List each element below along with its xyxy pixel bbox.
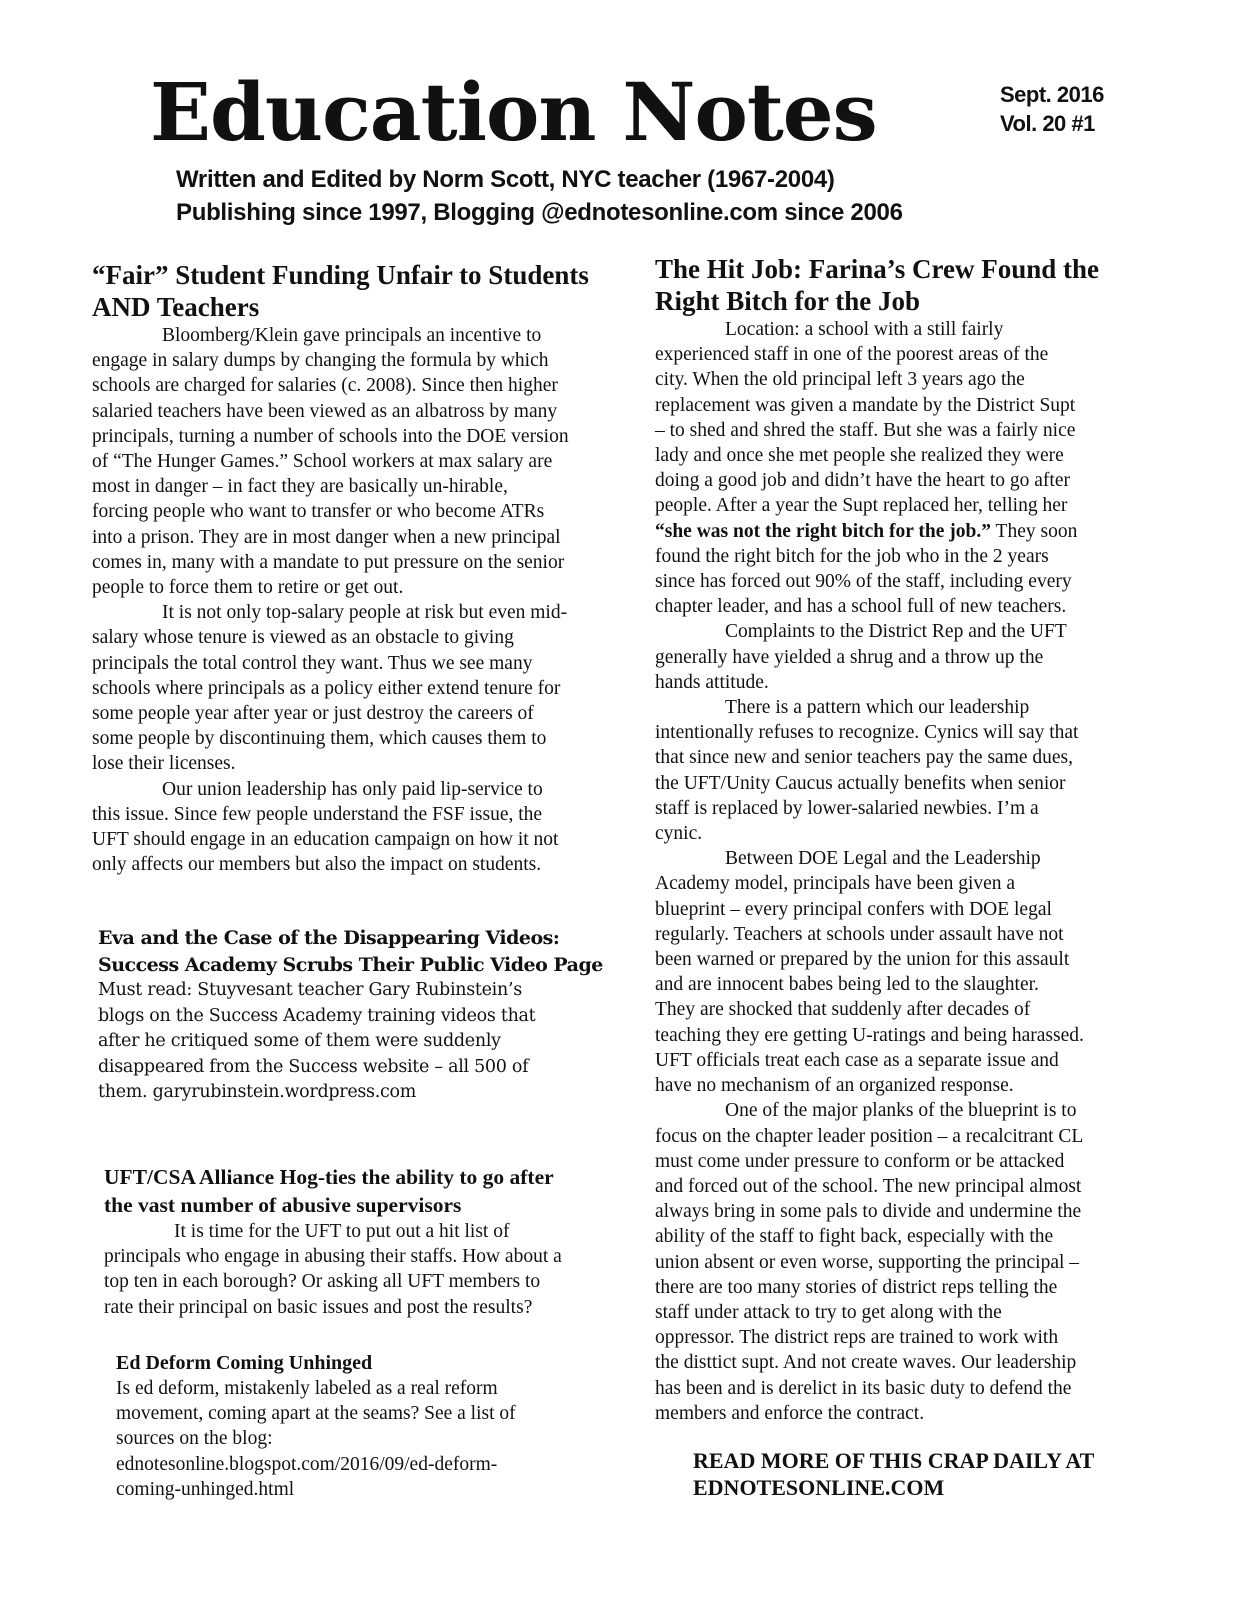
text-line: since has forced out 90% of the staff, including every [655, 571, 1072, 593]
text-line: EDNOTESONLINE.COM [693, 1475, 945, 1500]
issue-volume: Vol. 20 #1 [1000, 111, 1095, 136]
text-line: focus on the chapter leader position – a recalcitrant CL [655, 1125, 1084, 1147]
byline-author: Written and Edited by Norm Scott, NYC teacher (1967-2004) [176, 166, 835, 193]
text-line: Our union leadership has only paid lip-service to [162, 778, 543, 800]
text-line: “she was not the right bitch for the job.” They soon [655, 520, 1078, 542]
text-line: the vast number of abusive supervisors [104, 1193, 462, 1217]
text-line: must come under pressure to conform or be attacked [655, 1150, 1065, 1172]
text-line: It is not only top-salary people at risk but even mid- [162, 602, 568, 624]
text-line: Ed Deform Coming Unhinged [116, 1352, 373, 1374]
text-line: UFT should engage in an education campaign on how it not [92, 829, 559, 851]
byline-publishing: Publishing since 1997, Blogging @ednotesonline.com since 2006 [176, 199, 903, 226]
text-line: ability of the staff to fight back, especially with the [655, 1226, 1054, 1248]
text-line: the UFT/Unity Caucus actually benefits when senior [655, 772, 1066, 794]
text-line: doing a good job and didn’t have the heart to go after [655, 470, 1070, 492]
text-line: some people by discontinuing them, which causes them to [92, 728, 547, 750]
text-line: there are too many stories of district reps telling the [655, 1276, 1058, 1298]
text-line: always bring in some pals to divide and undermine the [655, 1201, 1082, 1223]
hitjob-body [655, 317, 1084, 1426]
text-line: Must read: Stuyvesant teacher Gary Rubinstein’s [98, 980, 522, 1000]
text-line: into a prison. They are in most danger when a new principal [92, 526, 561, 548]
fsf-headline [92, 259, 589, 323]
text-line: generally have yielded a shrug and a throw up the [655, 646, 1044, 668]
text-line: salaried teachers have been viewed as an albatross by many [92, 400, 558, 422]
text-line: found the right bitch for the job who in the 2 years [655, 545, 1049, 567]
hitjob-headline [655, 253, 1099, 317]
fsf-body [92, 323, 569, 877]
text-line: “Fair” Student Funding Unfair to Students [92, 260, 589, 290]
text-line: Between DOE Legal and the Leadership [725, 848, 1041, 870]
text-line: UFT/CSA Alliance Hog-ties the ability to go after [104, 1165, 554, 1189]
text-line: coming-unhinged.html [116, 1478, 295, 1500]
text-line: principals, turning a number of schools into the DOE version [92, 425, 569, 447]
text-line: Academy model, principals have been given a [655, 873, 1016, 895]
text-line: has been and is derelict in its basic duty to defend the [655, 1377, 1072, 1399]
text-line: that since new and senior teachers pay the same dues, [655, 747, 1074, 769]
text-line: sources on the blog: [116, 1428, 273, 1450]
text-line: after he critiqued some of them were suddenly [98, 1031, 501, 1051]
text-line: movement, coming apart at the seams? See a list of [116, 1403, 516, 1425]
text-line: blogs on the Success Academy training videos that [98, 1005, 536, 1026]
text-line: and forced out of the school. The new principal almost [655, 1175, 1082, 1197]
text-line: intentionally refuses to recognize. Cynics will say that [655, 722, 1079, 744]
text-line: replacement was given a mandate by the District Supt [655, 394, 1076, 416]
text-line: only affects our members but also the impact on students. [92, 854, 542, 876]
text-line: UFT officials treat each case as a separate issue and [655, 1049, 1059, 1071]
text-line: schools are charged for salaries (c. 2008). Since then higher [92, 375, 558, 397]
text-line: READ MORE OF THIS CRAP DAILY AT [693, 1448, 1095, 1473]
text-line: The Hit Job: Farina’s Crew Found the [655, 254, 1100, 284]
text-line: chapter leader, and has a school full of new teachers. [655, 596, 1067, 618]
text-line: There is a pattern which our leadership [725, 697, 1030, 719]
text-line: of “The Hunger Games.” School workers at max salary are [92, 451, 553, 473]
text-line: Success Academy Scrubs Their Public Video Page [98, 954, 603, 976]
text-line: principals the total control they want. Thus we see many [92, 652, 533, 674]
text-line: teaching they ere getting U-ratings and being harassed. [655, 1024, 1084, 1046]
read-more-callout [693, 1447, 1094, 1501]
text-line: AND Teachers [92, 292, 260, 322]
text-line: salary whose tenure is viewed as an obstacle to giving [92, 627, 514, 649]
text-line: city. When the old principal left 3 years ago the [655, 369, 1025, 391]
masthead-title: Education Notes [150, 65, 877, 159]
text-line: lady and once she met people she realized they were [655, 445, 1064, 467]
text-line: regularly. Teachers at schools under assault have not [655, 923, 1064, 945]
text-line: the disttict supt. And not create waves. Our leadership [655, 1352, 1077, 1374]
text-line: union absent or even worse, supporting the principal – [655, 1251, 1080, 1273]
text-line: schools where principals as a policy either extend tenure for [92, 677, 561, 699]
text-line: top ten in each borough? Or asking all UFT members to [104, 1271, 541, 1293]
text-line: ednotesonline.blogspot.com/2016/09/ed-deform- [116, 1453, 498, 1475]
text-line: this issue. Since few people understand the FSF issue, the [92, 803, 543, 825]
text-line: engage in salary dumps by changing the formula by which [92, 350, 549, 372]
text-line: Eva and the Case of the Disappearing Videos: [98, 927, 560, 949]
text-line: Complaints to the District Rep and the UFT [725, 621, 1067, 643]
text-line: and are innocent babes being led to the slaughter. [655, 974, 1039, 996]
text-line: people. After a year the Supt replaced her, telling her [655, 495, 1068, 517]
text-line: Location: a school with a still fairly [725, 319, 1004, 340]
text-line: them. garyrubinstein.wordpress.com [98, 1082, 417, 1102]
text-line: members and enforce the contract. [655, 1402, 925, 1424]
csa-body [104, 1219, 562, 1320]
text-line: Is ed deform, mistakenly labeled as a real reform [116, 1378, 498, 1399]
text-line: One of the major planks of the blueprint is to [725, 1100, 1077, 1122]
text-line: hands attitude. [655, 671, 769, 693]
eva-headline [98, 925, 603, 979]
text-line: staff is replaced by lower-salaried newbies. I’m a [655, 797, 1039, 819]
issue-date: Sept. 2016 [1000, 82, 1104, 107]
text-line: comes in, many with a mandate to put pressure on the senior [92, 551, 565, 573]
text-line: Right Bitch for the Job [655, 286, 921, 316]
text-line: cynic. [655, 823, 703, 845]
issue-info [1000, 80, 1104, 138]
text-line: rate their principal on basic issues and post the results? [104, 1296, 533, 1318]
deform-headline [116, 1351, 372, 1376]
eva-body [98, 978, 535, 1106]
text-line: most in danger – in fact they are basically un-hirable, [92, 476, 508, 498]
bold-quote: “she was not the right bitch for the job.” [655, 520, 992, 542]
text-line: lose their licenses. [92, 753, 236, 775]
deform-body [116, 1376, 516, 1502]
text-line: people to force them to retire or get out. [92, 577, 404, 599]
text-line: Bloomberg/Klein gave principals an incentive to [162, 325, 542, 346]
text-line: – to shed and shred the staff. But she was a fairly nice [655, 419, 1076, 441]
text-line: disappeared from the Success website – all 500 of [98, 1056, 529, 1077]
csa-headline [104, 1163, 554, 1219]
text-line: principals who engage in abusing their staffs. How about a [104, 1246, 562, 1268]
text-line: some people year after year or just destroy the careers of [92, 703, 534, 725]
text-line: been warned or prepared by the union for this assault [655, 949, 1070, 971]
text-line: They are shocked that suddenly after decades of [655, 999, 1031, 1021]
byline [176, 163, 903, 229]
text-line: experienced staff in one of the poorest areas of the [655, 344, 1049, 366]
text-line: have no mechanism of an organized response. [655, 1075, 1014, 1097]
text-line: staff under attack to try to get along with the [655, 1301, 1002, 1323]
text-line: It is time for the UFT to put out a hit list of [174, 1221, 510, 1242]
text-line: forcing people who want to transfer or who become ATRs [92, 501, 545, 523]
text-line: oppressor. The district reps are trained to work with [655, 1327, 1059, 1349]
text-line: blueprint – every principal confers with DOE legal [655, 898, 1052, 920]
